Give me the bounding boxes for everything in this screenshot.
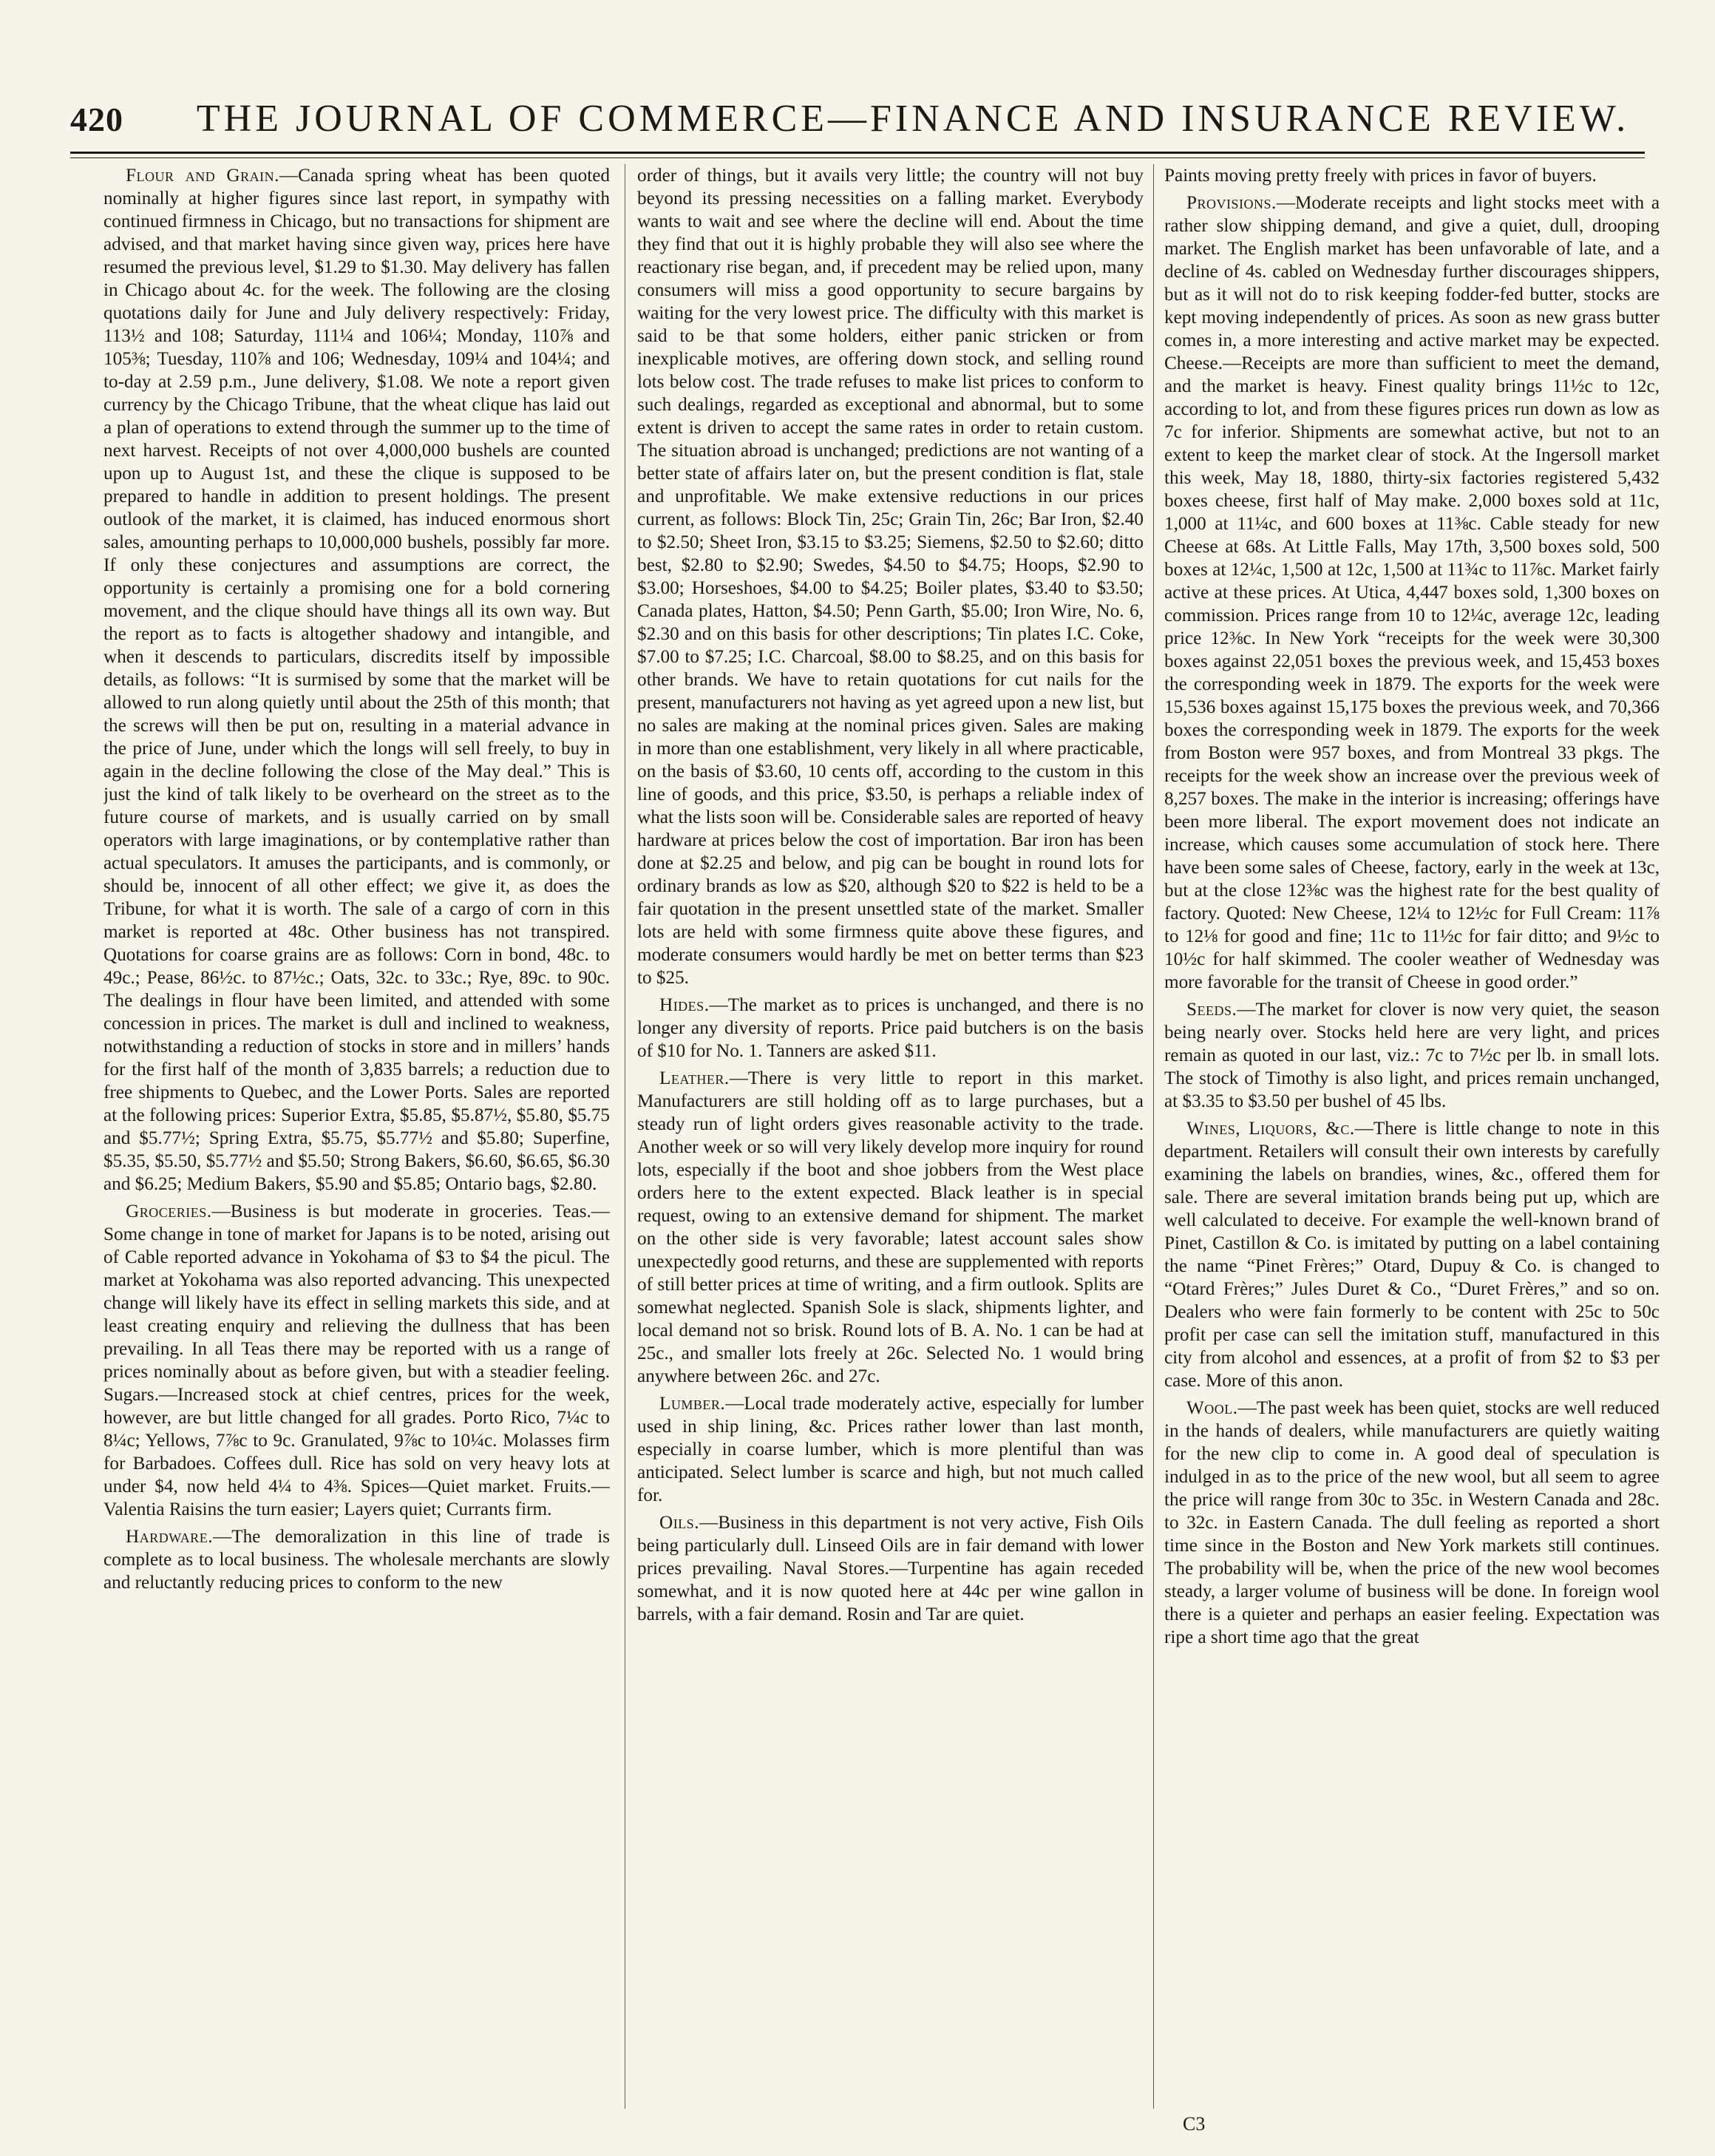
paragraph-text: —The market for clover is now very quiet, the season being nearly over. Stocks held here are very light, and prices remain as quoted in our last, viz.: 7c to 7½c per lb. in small lots. The stock of Timothy is also light, and prices remain unchanged, at $3.35 to $3.50 per bushel of 45 lbs. [1164,1000,1660,1111]
article-paragraph [1164,191,1660,994]
article-paragraph [1164,1397,1660,1649]
paragraph-text: order of things, but it avails very little; the country will not buy beyond its pressing necessities on a falling market. Everybody wants to wait and see where the decline will end. About the time they find that out it is highly probable they will also see where the reactionary rise began, and, if precedent may be relied upon, many consumers will miss a good opportunity to secure bargains by waiting for the very lowest price. The difficulty with this market is said to be that some holders, either panic stricken or from inexplicable motives, are offering down stock, and selling round lots below cost. The trade refuses to make list prices to conform to such dealings, regarded as exceptional and abnormal, but to some extent is driven to accept the same rates in order to retain custom. The situation abroad is unchanged; predictions are not wanting of a better state of affairs later on, but the present condition is flat, stale and unprofitable. We make extensive reductions in our prices current, as follows: Block Tin, 25c; Grain Tin, 26c; Bar Iron, $2.40 to $2.50; Sheet Iron, $3.15 to $3.25; Siemens, $2.50 to $2.60; ditto best, $2.80 to $2.90; Swedes, $4.50 to $4.75; Hoops, $2.90 to $3.00; Horseshoes, $4.00 to $4.25; Boiler plates, $3.40 to $3.50; Canada plates, Hatton, $4.50; Penn Garth, $5.00; Iron Wire, No. 6, $2.30 and on this basis for other descriptions; Tin plates I.C. Coke, $7.00 to $7.25; I.C. Charcoal, $8.00 to $8.25, and on this basis for other brands. We have to retain quotations for cut nails for the present, manufacturers not having as yet agreed upon a new list, but no sales are making at the nominal prices given. Sales are making in more than one establishment, very likely in all where practicable, on the basis of $3.60, 10 cents off, according to the custom in this line of goods, and this price, $3.50, is perhaps a reliable index of what the lists soon will be. Considerable sales are reported of heavy hardware at prices below the cost of importation. Bar iron has been done at $2.25 and below, and pig can be bought in round lots for ordinary brands as low as $20, although $20 to $22 is held to be a fair quotation in the present unsettled state of the market. Smaller lots are held with some firmness quite above these figures, and moderate consumers would hardly be met on better terms than $23 to $25. [637,166,1144,988]
paragraph-text: —Moderate receipts and light stocks meet with a rather slow shipping demand, and give a quiet, dull, drooping market. The English market has been unfavorable of late, and a decline of 4s. cabled on Wednesday further discourages shippers, but as it will not do to risk keeping fodder-fed butter, stocks are kept moving independently of prices. As soon as new grass butter comes in, a more interesting and active market may be expected. Cheese.—Receipts are more than sufficient to meet the demand, and the market is heavy. Finest quality brings 11½c to 12c, according to lot, and from these figures prices run down as low as 7c for inferior. Shipments are somewhat active, but not to an extent to keep the market clear of stock. At the Ingersoll market this week, May 18, 1880, thirty-six factories registered 5,432 boxes cheese, first half of May make. 2,000 boxes sold at 11c, 1,000 at 11¼c, and 600 boxes at 11⅜c. Cable steady for new Cheese at 68s. At Little Falls, May 17th, 3,500 boxes sold, 500 boxes at 12¼c, 1,500 at 12c, 1,500 at 11¾c to 11⅞c. Market fairly active at these prices. At Utica, 4,447 boxes sold, 1,300 boxes on commission. Prices range from 10 to 12¼c, average 12c, leading price 12⅜c. In New York “receipts for the week were 30,300 boxes against 22,051 boxes the previous week, and 15,453 boxes the corresponding week in 1879. The exports for the week were 15,536 boxes against 15,175 boxes the previous week, and 70,366 boxes the corresponding week in 1879. The exports for the week from Boston were 957 boxes, and from Montreal 33 pkgs. The receipts for the week show an increase over the previous week of 8,257 boxes. The make in the interior is increasing; offerings have been more liberal. The export movement does not indicate an increase, which causes some accumulation of stock here. There have been some sales of Cheese, factory, early in the week at 13c, but at the close 12⅜c was the highest rate for the best quality of factory. Quoted: New Cheese, 12¼ to 12½c for Full Cream: 11⅞ to 12⅛ for good and fine; 11c to 11½c for fair ditto; and 9½c to 10½c for half skimmed. The cooler weather of Wednesday was more favorable for the transit of Cheese in good order.” [1164,193,1660,992]
article-paragraph [103,1200,610,1521]
paragraph-text: —Canada spring wheat has been quoted nominally at higher figures since last report, in sympathy with continued firmness in Chicago, but no transactions for shipment are advised, and that market having since given way, prices here have resumed the previous level, $1.29 to $1.30. May delivery has fallen in Chicago about 4c. for the week. The following are the closing quotations daily for June and July delivery respectively: Friday, 113½ and 108; Saturday, 111¼ and 106¼; Monday, 110⅞ and 105⅜; Tuesday, 110⅞ and 106; Wednesday, 109¼ and 104¼; and to-day at 2.59 p.m., June delivery, $1.08. We note a report given currency by the Chicago Tribune, that the wheat clique has laid out a plan of operations to extend through the summer up to the time of next harvest. Receipts of not over 4,000,000 bushels are counted upon up to August 1st, and these the clique is supposed to be prepared to handle in addition to present holdings. The present outlook of the market, it is claimed, has induced enormous short sales, amounting perhaps to 10,000,000 bushels, possibly far more. If only these conjectures and assumptions are correct, the opportunity is certainly a promising one for a bold cornering movement, and the clique should have things all its own way. But the report as to facts is altogether shadowy and intangible, and when it descends to particulars, discredits itself by impossible details, as follows: “It is surmised by some that the market will be allowed to run along quietly until about the 25th of this month; that the screws will then be put on, resulting in a material advance in the price of June, under which the longs will sell freely, to buy in again in the decline following the close of the May deal.” This is just the kind of talk likely to be overheard on the street as to the future course of markets, and is usually carried on by small operators with large imaginations, or by contemplative rather than actual speculators. It amuses the participants, and is commonly, or should be, innocent of all other effect; we give it, as does the Tribune, for what it is worth. The sale of a cargo of corn in this market is reported at 48c. Other business has not transpired. Quotations for coarse grains are as follows: Corn in bond, 48c. to 49c.; Pease, 86½c. to 87½c.; Oats, 32c. to 33c.; Rye, 89c. to 90c. The dealings in flour have been limited, and attended with some concession in prices. The market is dull and inclined to weakness, notwithstanding a reduction of stocks in store and in millers’ hands for the first half of the month of 3,835 barrels; a reduction due to free shipments to Quebec, and the Lower Ports. Sales are reported at the following prices: Superior Extra, $5.85, $5.87½, $5.80, $5.75 and $5.77½; Spring Extra, $5.75, $5.77½ and $5.80; Superfine, $5.35, $5.50, $5.77½ and $5.50; Strong Bakers, $6.60, $6.65, $6.30 and $6.25; Medium Bakers, $5.90 and $5.85; Ontario bags, $2.80. [103,166,610,1194]
section-heading: Lumber. [659,1394,726,1414]
column-3 [1164,164,1660,2109]
article-paragraph [1164,164,1660,187]
header-rule-thin [70,157,1645,158]
article-paragraph [637,1392,1144,1507]
article-paragraph [1164,998,1660,1113]
article-paragraph [103,164,610,1196]
section-heading: Groceries. [126,1201,212,1221]
paragraph-text: —Business is but moderate in groceries. Teas.—Some change in tone of market for Japans is to be noted, arising out of Cable reported advance in Yokohama of $3 to $4 the picul. The market at Yokohama was also reported advancing. This unexpected change will likely have its effect in selling markets this side, and at least creating enquiry and relieving the dullness that has been prevailing. In all Teas there may be reported with us a range of prices nominally about as before given, but with a steadier feeling. Sugars.—Increased stock at chief centres, prices for the week, however, are but little changed for all grades. Porto Rico, 7¼c to 8¼c; Yellows, 7⅞c to 9c. Granulated, 9⅞c to 10¼c. Molasses firm for Barbadoes. Coffees dull. Rice has sold on very heavy lots at under $4, now held 4¼ to 4⅜. Spices—Quiet market. Fruits.—Valentia Raisins the turn easier; Layers quiet; Currants firm. [103,1201,610,1519]
journal-title: THE JOURNAL OF COMMERCE—FINANCE AND INSURANCE REVIEW. [196,98,1630,140]
page-header [70,92,1645,159]
article-paragraph [637,1511,1144,1626]
section-heading: Leather. [659,1068,730,1088]
section-heading: Hardware. [126,1527,213,1547]
column-2 [637,164,1144,2109]
section-heading: Wool. [1186,1398,1238,1418]
paragraph-text: —There is very little to report in this market. Manufacturers are still holding off as to large purchases, but a steady run of light orders gives reasonable activity to the trade. Another week or so will very likely develop more inquiry for round lots, especially if the boot and shoe jobbers from the West place orders here to the extent expected. Black leather is in special request, owing to an extensive demand for shipment. The market on the other side is very favorable; latest account sales show unexpectedly good returns, and these are supplemented with reports of still better prices at time of writing, and a firm outlook. Splits are somewhat neglected. Spanish Sole is slack, shipments lighter, and local demand not so brisk. Round lots of B. A. No. 1 can be had at 25c., and smaller lots freely at 26c. Selected No. 1 would bring anywhere between 26c. and 27c. [637,1068,1144,1386]
paragraph-text: —Local trade moderately active, especially for lumber used in ship lining, &c. Prices rather lower than last month, especially in coarse lumber, which is more plentiful than was anticipated. Select lumber is scarce and high, but not much called for. [637,1394,1144,1505]
section-heading: Flour and Grain. [126,166,279,186]
folio-mark: C3 [1183,2113,1206,2135]
paragraph-text: Paints moving pretty freely with prices in favor of buyers. [1164,166,1597,186]
article-paragraph [103,1525,610,1594]
column-1 [103,164,610,2109]
paragraph-text: —The market as to prices is unchanged, and there is no longer any diversity of reports. Price paid butchers is on the basis of $10 for No. 1. Tanners are asked $11. [637,995,1144,1061]
paragraph-text: —There is little change to note in this department. Retailers will consult their own interests by carefully examining the labels on brandies, wines, &c., offered them for sale. There are several imitation brands being put up, which are well calculated to deceive. For example the well-known brand of Pinet, Castillon & Co. is imitated by putting on a label containing the name “Pinet Frères;” Otard, Dupuy & Co. is changed to “Otard Frères;” Jules Duret & Co., “Duret Frères,” and so on. Dealers who were fain formerly to be content with 25c to 50c profit per case can sell the imitation stuff, manufactured in this city from alcohol and essences, at a profit of from $2 to $3 per case. More of this anon. [1164,1119,1660,1391]
article-paragraph [637,164,1144,989]
article-paragraph [637,994,1144,1062]
section-heading: Wines, Liquors, &c. [1186,1119,1355,1139]
article-paragraph [637,1067,1144,1388]
page-number: 420 [70,101,123,138]
paragraph-text: —Business in this department is not very active, Fish Oils being particularly dull. Linseed Oils are in fair demand with lower prices prevailing. Naval Stores.—Turpentine has again receded somewhat, and it is now quoted here at 44c per wine gallon in barrels, with a fair demand. Rosin and Tar are quiet. [637,1513,1144,1624]
article-paragraph [1164,1117,1660,1392]
column-divider [1153,164,1154,2109]
header-rule [70,152,1645,154]
paragraph-text: —The demoralization in this line of trade is complete as to local business. The wholesale merchants are slowly and reluctantly reducing prices to conform to the new [103,1527,610,1593]
section-heading: Oils. [659,1513,699,1533]
section-heading: Provisions. [1186,193,1277,213]
paragraph-text: —The past week has been quiet, stocks are well reduced in the hands of dealers, while manufacturers are quietly waiting for the new clip to come in. A good deal of speculation is indulged in as to the price of the new wool, but all seem to agree the price will range from 30c to 35c. in Western Canada and 28c. to 32c. in Eastern Canada. The dull feeling as reported a short time since in the Boston and New York markets still continues. The probability will be, when the price of the new wool becomes steady, a larger volume of business will be done. In foreign wool there is a quieter and perhaps an easier feeling. Expectation was ripe a short time ago that the great [1164,1398,1660,1647]
section-heading: Seeds. [1186,1000,1237,1020]
section-heading: Hides. [659,995,710,1015]
